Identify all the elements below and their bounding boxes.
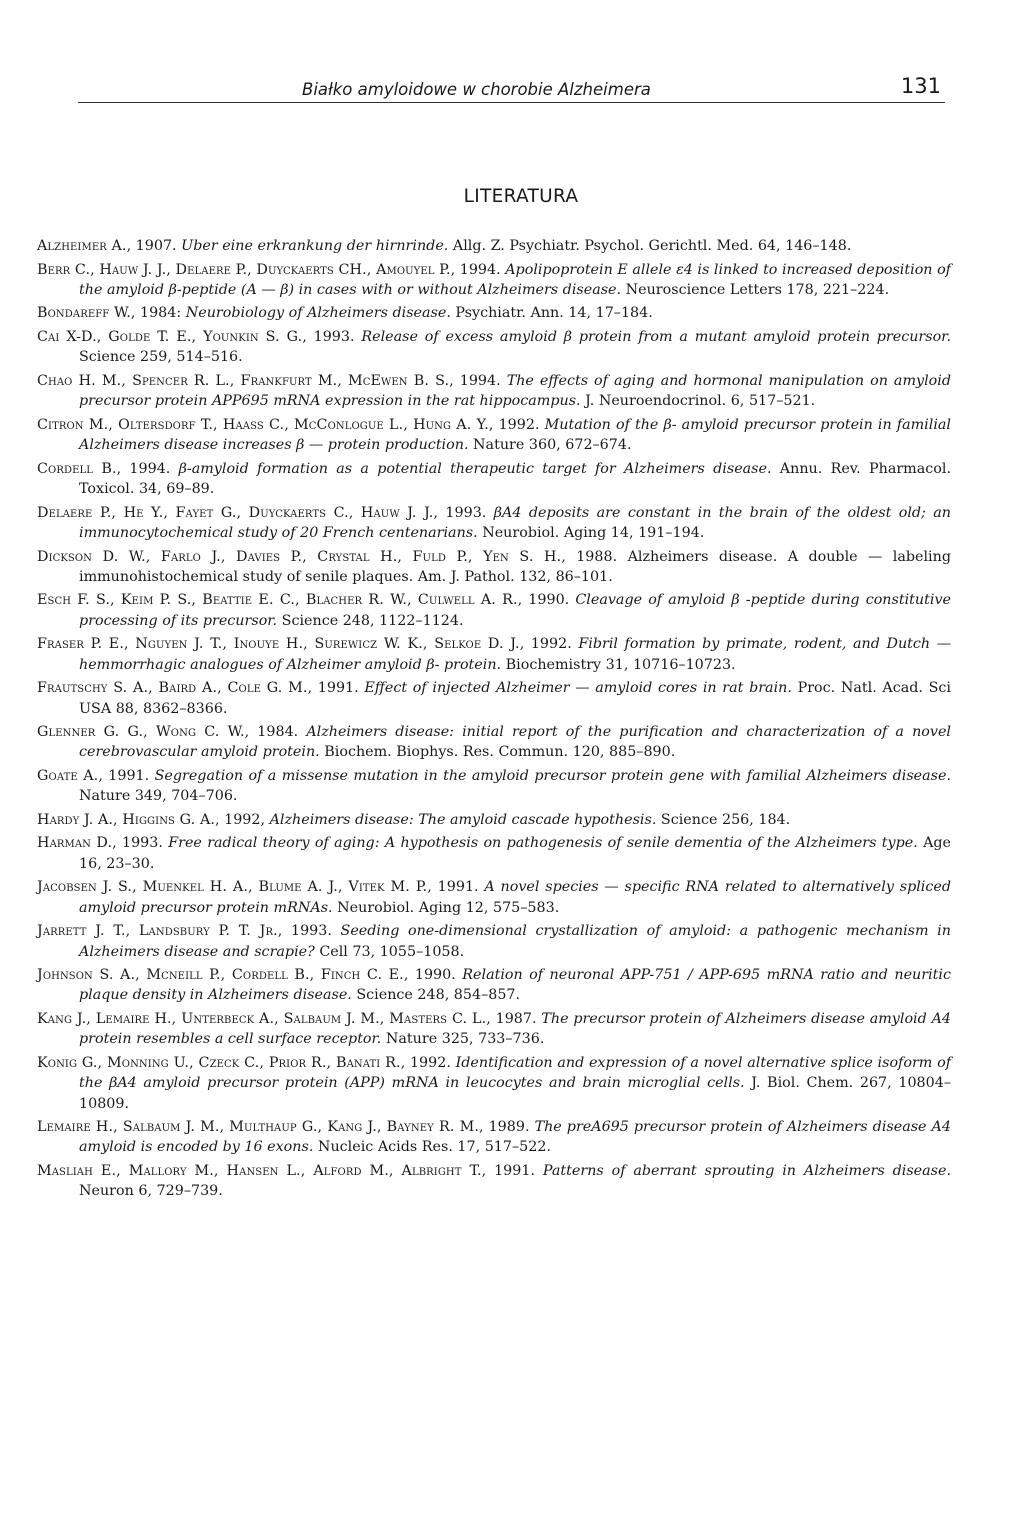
reference-title: Patterns of aberrant sprouting in Alzheimers disease. (542, 1163, 951, 1179)
reference-authors: Harman D. (37, 835, 113, 852)
reference-source: Nature 349, 704–706. (79, 788, 238, 805)
reference-entry (37, 459, 951, 500)
reference-year: , 1992. (400, 1054, 456, 1071)
reference-title: Neurobiology of Alzheimers disease. (185, 305, 451, 322)
reference-authors: Chao H. M., Spencer R. L., Frankfurt M., McEwen B. S. (37, 372, 450, 389)
reference-source: Neuroscience Letters 178, 221–224. (621, 281, 890, 298)
reference-year: , 1907. (126, 238, 182, 254)
reference-source: Cell 73, 1055–1058. (314, 943, 465, 960)
reference-title: Identification and expression of a novel alternative splice isoform of the βA4 amyloid precursor protein (APP) mRNA in leucocytes and brain microglial cells. (79, 1054, 951, 1092)
reference-year: , 1993. (277, 923, 341, 940)
reference-entry (37, 810, 951, 830)
reference-source: Nature 360, 672–674. (468, 437, 632, 454)
reference-source: Science 259, 514–516. (79, 349, 243, 366)
reference-source: Science 248, 854–857. (351, 987, 521, 1004)
reference-authors: Dickson D. W., Farlo J., Davies P., Crystal H., Fuld P., Yen S. H. (37, 548, 562, 565)
reference-entry (37, 1161, 951, 1202)
reference-source: Neurobiol. Aging 12, 575–583. (332, 899, 560, 916)
reference-entry (37, 303, 951, 323)
reference-title: The precursor protein of Alzheimers disease amyloid A4 protein resembles a cell surface receptor. (79, 1011, 951, 1048)
reference-year: , 1990. (403, 967, 463, 984)
reference-entry (37, 634, 951, 675)
reference-title: A novel species — specific RNA related to alternatively spliced amyloid precursor protein mRNAs. (79, 879, 951, 916)
reference-authors: Lemaire H., Salbaum J. M., Multhaup G., Kang J., Bayney R. M. (37, 1119, 479, 1136)
reference-entry (37, 503, 951, 544)
reference-source: Nucleic Acids Res. 17, 517–522. (313, 1139, 551, 1156)
reference-list (37, 236, 951, 1205)
reference-source: Age 16, 23–30. (79, 835, 952, 872)
reference-entry (37, 547, 951, 588)
reference-year: , 1992. (488, 416, 545, 433)
reference-authors: Kang J., Lemaire H., Unterbeck A., Salbaum J. M., Masters C. L. (37, 1011, 487, 1028)
reference-source: Nature 325, 733–736. (381, 1031, 545, 1048)
reference-source: J. Neuroendocrinol. 6, 517–521. (580, 393, 816, 410)
reference-year: , 1994. (449, 372, 507, 389)
reference-authors: Fraser P. E., Nguyen J. T., Inouye H., Surewicz W. K., Selkoe D. J. (37, 636, 520, 653)
reference-entry (37, 921, 951, 962)
reference-title: β-amyloid formation as a potential therapeutic target for Alzheimers disease. (178, 460, 772, 477)
reference-title: Mutation of the β- amyloid precursor protein in familial Alzheimers disease increases β — protein production. (79, 416, 951, 454)
reference-year: , 1994. (116, 460, 179, 477)
reference-authors: Delaere P., He Y., Fayet G., Duyckaerts C., Hauw J. J. (37, 504, 434, 521)
reference-year: , 1988. (561, 548, 628, 565)
reference-authors: Cai X-D., Golde T. E., Younkin S. G. (37, 329, 303, 346)
reference-year: , 1984: (130, 305, 186, 322)
reference-year: , 1991. (98, 767, 155, 784)
reference-title: Cleavage of amyloid β -peptide during constitutive processing of its precursor. (79, 592, 951, 629)
reference-title: Alzheimers disease: The amyloid cascade hypothesis. (269, 811, 657, 828)
reference-entry (37, 236, 951, 256)
reference-source: Neurobiol. Aging 14, 191–194. (477, 524, 705, 541)
reference-entry (37, 415, 951, 456)
reference-authors: Bondareff W. (37, 305, 131, 322)
reference-year: , 1993. (112, 835, 169, 852)
reference-source: Science 248, 1122–1124. (277, 612, 464, 629)
section-title: LITERATURA (463, 186, 579, 207)
reference-title: Free radical theory of aging: A hypothesis on pathogenesis of senile dementia of the Alzheimers type. (168, 835, 918, 852)
reference-year: , 1991. (307, 680, 365, 697)
reference-authors: Jarrett J. T., Landsbury P. T. Jr. (37, 923, 278, 940)
reference-year: , 1993. (433, 504, 494, 521)
reference-source: J. Biol. Chem. 267, 10804–10809. (79, 1075, 951, 1112)
reference-year: , 1992, (215, 811, 270, 828)
reference-title: Fibril formation by primate, rodent, and Dutch — hemmorrhagic analogues of Alzheimer amyloid β- protein. (79, 636, 951, 673)
reference-authors: Goate A. (37, 767, 99, 784)
reference-title: Effect of injected Alzheimer — amyloid cores in rat brain. (364, 680, 792, 697)
reference-title: Seeding one-dimensional crystallization of amyloid: a pathogenic mechanism in Alzheimers disease and scrapie? (79, 923, 951, 960)
reference-source: Science 256, 184. (656, 811, 791, 828)
reference-year: , 1987. (486, 1011, 542, 1028)
reference-entry (37, 833, 951, 874)
reference-year: , 1993. (302, 329, 362, 346)
reference-authors: Cordell B. (37, 460, 117, 477)
reference-source: Alzheimers disease. A double — labeling immunohistochemical study of senile plaques. Am. J. Pathol. 132, 86–101. (79, 548, 951, 585)
reference-authors: Jacobsen J. S., Muenkel H. A., Blume A. J., Vitek M. P. (37, 879, 428, 896)
reference-year: , 1992. (519, 636, 579, 653)
reference-entry (37, 722, 951, 763)
reference-title: Apolipoprotein E allele ε4 is linked to increased deposition of the amyloid β-peptide (A — β) in cases with or without Alzheimers disease. (79, 261, 951, 298)
reference-year: , 1984. (244, 724, 307, 741)
reference-authors: Konig G., Monning U., Czeck C., Prior R., Banati R. (37, 1054, 401, 1071)
reference-title: The effects of aging and hormonal manipulation on amyloid precursor protein APP695 mRNA expression in the rat hippocampus. (79, 372, 951, 410)
reference-authors: Glenner G. G., Wong C. W. (37, 724, 245, 741)
reference-authors: Masliah E., Mallory M., Hansen L., Alford M., Albright T. (37, 1163, 482, 1179)
reference-source: Allg. Z. Psychiatr. Psychol. Gerichtl. Med. 64, 146–148. (448, 238, 852, 254)
reference-source: Biochemistry 31, 10716–10723. (501, 656, 736, 673)
reference-authors: Citron M., Oltersdorf T., Haass C., McConlogue L., Hung A. Y. (37, 416, 489, 433)
reference-source: Proc. Natl. Acad. Sci USA 88, 8362–8366. (79, 680, 951, 717)
reference-year: , 1990. (517, 592, 576, 609)
reference-entry (37, 678, 951, 719)
page-number: 131 (900, 74, 941, 98)
reference-title: Uber eine erkrankung der hirnrinde. (181, 238, 449, 254)
reference-entry (37, 260, 951, 301)
reference-title: Alzheimers disease: initial report of the purification and characterization of a novel cerebrovascular amyloid protein. (79, 724, 951, 761)
running-title: Białko amyloidowe w chorobie Alzheimera (302, 80, 651, 99)
reference-entry (37, 1009, 951, 1050)
reference-title: The preA695 precursor protein of Alzheimers disease A4 amyloid is encoded by 16 exons. (79, 1119, 951, 1156)
reference-title: βA4 deposits are constant in the brain of the oldest old; an immunocytochemical study of 20 French centenarians. (79, 504, 952, 541)
reference-entry (37, 1117, 951, 1158)
reference-entry (37, 590, 951, 631)
reference-entry (37, 877, 951, 918)
reference-source: Biochem. Biophys. Res. Commun. 120, 885–890. (319, 744, 676, 761)
reference-authors: Frautschy S. A., Baird A., Cole G. M. (37, 680, 308, 697)
reference-entry (37, 327, 951, 368)
reference-title: Segregation of a missense mutation in the amyloid precursor protein gene with familial Alzheimers disease. (154, 767, 951, 784)
reference-entry (37, 965, 951, 1006)
reference-year: , 1991. (427, 879, 485, 896)
reference-authors: Johnson S. A., Mcneill P., Cordell B., Finch C. E. (37, 967, 404, 984)
reference-entry (37, 766, 951, 807)
reference-authors: Esch F. S., Keim P. S., Beattie E. C., Blacher R. W., Culwell A. R. (37, 592, 518, 609)
reference-authors: Hardy J. A., Higgins G. A. (37, 811, 216, 828)
reference-source: Neuron 6, 729–739. (79, 1183, 223, 1200)
reference-entry (37, 371, 951, 412)
reference-authors: Berr C., Hauw J. J., Delaere P., Duyckaerts CH., Amouyel P. (37, 261, 451, 278)
reference-year: , 1994. (450, 261, 506, 278)
reference-title: Release of excess amyloid β protein from a mutant amyloid protein precursor. (361, 329, 951, 346)
reference-authors: Alzheimer A. (37, 238, 127, 254)
running-header (78, 70, 945, 103)
reference-source: Psychiatr. Ann. 14, 17–184. (450, 305, 653, 322)
reference-source: Annu. Rev. Pharmacol. Toxicol. 34, 69–89. (79, 460, 951, 498)
reference-entry (37, 1053, 951, 1114)
reference-title: Relation of neuronal APP-751 / APP-695 mRNA ratio and neuritic plaque density in Alzheimers disease. (79, 967, 951, 1004)
reference-year: , 1991. (481, 1163, 543, 1179)
reference-year: , 1989. (479, 1119, 535, 1136)
